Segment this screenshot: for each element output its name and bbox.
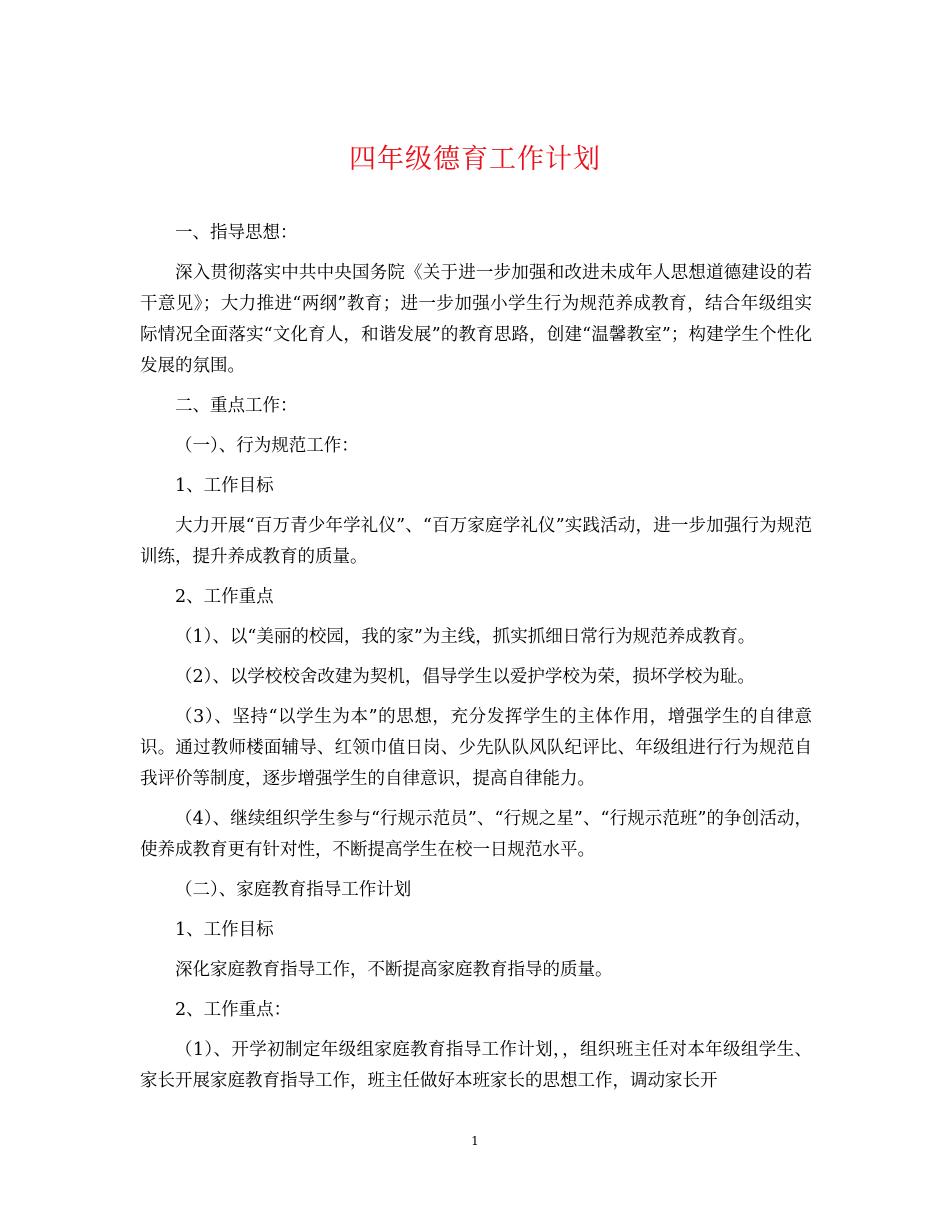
list-item: （2）、以学校校舍改建为契机，倡导学生以爱护学校为荣，损坏学校为耻。 [175, 667, 755, 687]
list-item: （1）、开学初制定年级组家庭教育指导工作计划，，组织班主任对本年级组学生、家长开展家庭教育指导工作，班主任做好本班家长的思想工作，调动家长开 [140, 1040, 812, 1091]
item-work-goal-1: 1、工作目标 [175, 476, 274, 496]
heading-key-work: 二、重点工作： [175, 396, 298, 416]
item-work-focus-2: 2、工作重点： [175, 1000, 292, 1020]
item-work-focus-1: 2、工作重点 [175, 587, 274, 607]
paragraph-work-goal-2: 深化家庭教育指导工作，不断提高家庭教育指导的质量。 [175, 960, 613, 980]
document-title: 四年级德育工作计划 [349, 144, 601, 175]
heading-guiding-ideology: 一、指导思想： [175, 223, 298, 243]
list-item: （3）、坚持“以学生为本”的思想，充分发挥学生的主体作用，增强学生的自律意识。通过教师楼面辅导、红领巾值日岗、少先队队风队纪评比、年级组进行行为规范自我评价等制度，逐步增强学生的自律意识，提高自律能力。 [140, 707, 812, 789]
page-number: 1 [471, 1134, 479, 1148]
list-item: （4）、继续组织学生参与“行规示范员”、“行规之星”、“行规示范班”的争创活动，使养成教育更有针对性，不断提高学生在校一日规范水平。 [140, 809, 812, 860]
item-work-goal-2: 1、工作目标 [175, 920, 274, 940]
document-body [140, 218, 812, 1106]
list-item: （1）、以“美丽的校园，我的家”为主线，抓实抓细日常行为规范养成教育。 [175, 627, 756, 647]
subheading-behavior-norms: （一）、行为规范工作： [175, 436, 359, 456]
subheading-family-education: （二）、家庭教育指导工作计划 [175, 880, 412, 900]
paragraph-guiding-ideology: 深入贯彻落实中共中央国务院《关于进一步加强和改进未成年人思想道德建设的若干意见》；大力推进“两纲”教育；进一步加强小学生行为规范养成教育，结合年级组实际情况全面落实“文化育人，和谐发展”的教育思路，创建“温馨教室”；构建学生个性化发展的氛围。 [140, 263, 812, 376]
paragraph-work-goal-1: 大力开展“百万青少年学礼仪”、“百万家庭学礼仪”实践活动，进一步加强行为规范训练，提升养成教育的质量。 [140, 516, 812, 567]
